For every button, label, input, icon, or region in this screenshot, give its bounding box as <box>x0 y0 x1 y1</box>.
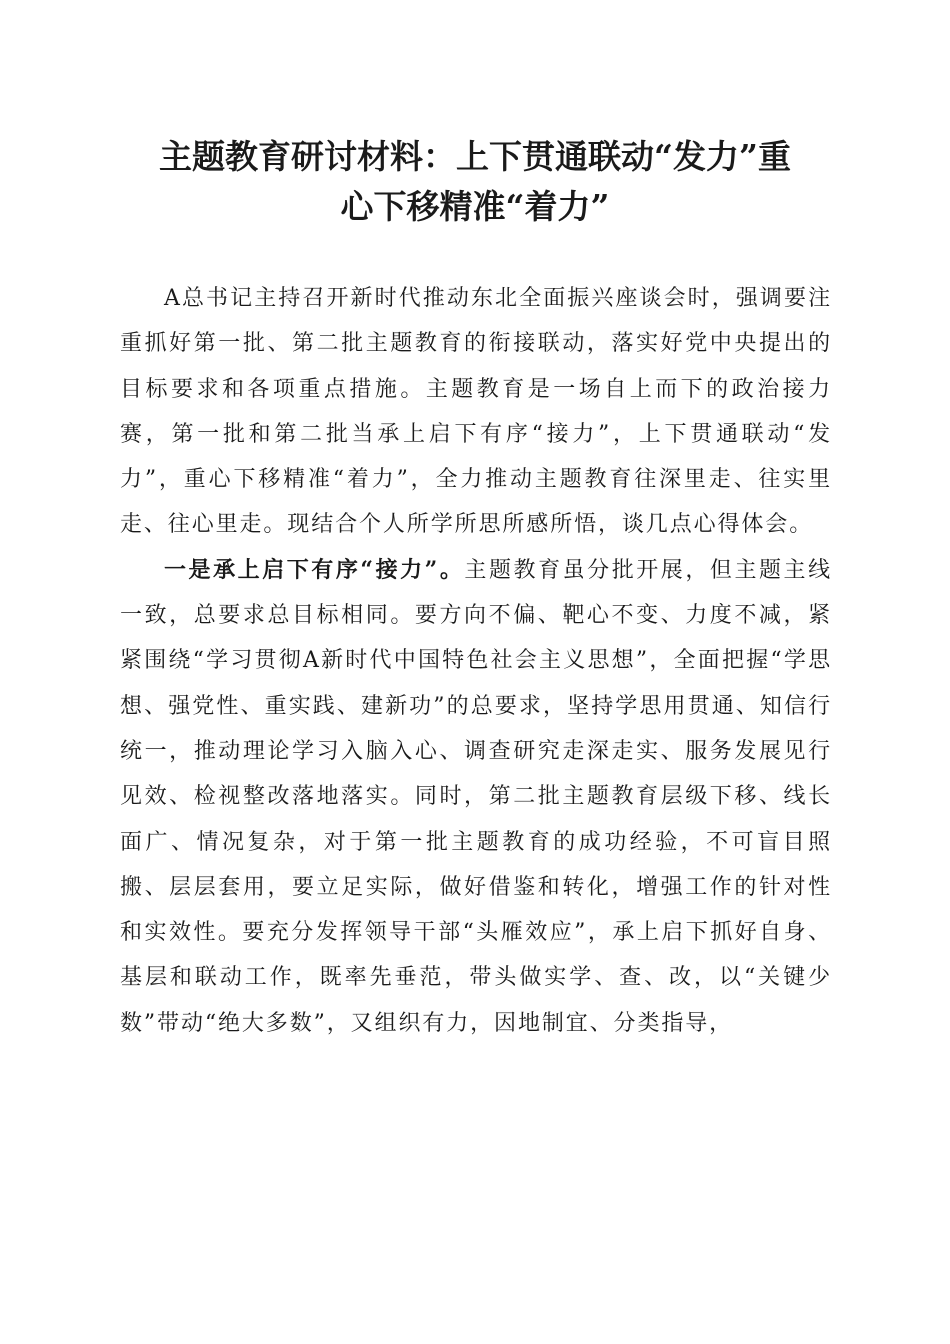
paragraph-point-one-text: 主题教育虽分批开展，但主题主线一致，总要求总目标相同。要方向不偏、靶心不变、力度不减，紧紧围绕“学习贯彻A新时代中国特色社会主义思想”，全面把握“学思想、强党性、重实践、建新功”的总要求，坚持学思用贯通、知信行统一，推动理论学习入脑入心、调查研究走深走实、服务发展见行见效、检视整改落地落实。同时，第二批主题教育层级下移、线长面广、情况复杂，对于第一批主题教育的成功经验，不可盲目照搬、层层套用，要立足实际，做好借鉴和转化，增强工作的针对性和实效性。要充分发挥领导干部“头雁效应”，承上启下抓好自身、基层和联动工作，既率先垂范，带头做实学、查、改，以“关键少数”带动“绝大多数”，又组织有力，因地制宜、分类指导， <box>120 557 832 1036</box>
paragraph-point-one <box>120 548 832 1046</box>
paragraph-point-one-lead: 一是承上启下有序“接力”。 <box>164 556 465 583</box>
document-title <box>115 132 835 232</box>
title-line-1: 主题教育研讨材料：上下贯通联动“发力”重 <box>159 137 791 176</box>
paragraph-intro-text: A总书记主持召开新时代推动东北全面振兴座谈会时，强调要注重抓好第一批、第二批主题教育的衔接联动，落实好党中央提出的目标要求和各项重点措施。主题教育是一场自上而下的政治接力赛，第一批和第二批当承上启下有序“接力”，上下贯通联动“发力”，重心下移精准“着力”，全力推动主题教育往深里走、往实里走、往心里走。现结合个人所学所思所感所悟，谈几点心得体会。 <box>120 286 832 538</box>
title-line-2: 心下移精准“着力” <box>340 187 610 226</box>
document-body <box>120 276 832 1046</box>
paragraph-intro <box>120 276 832 548</box>
